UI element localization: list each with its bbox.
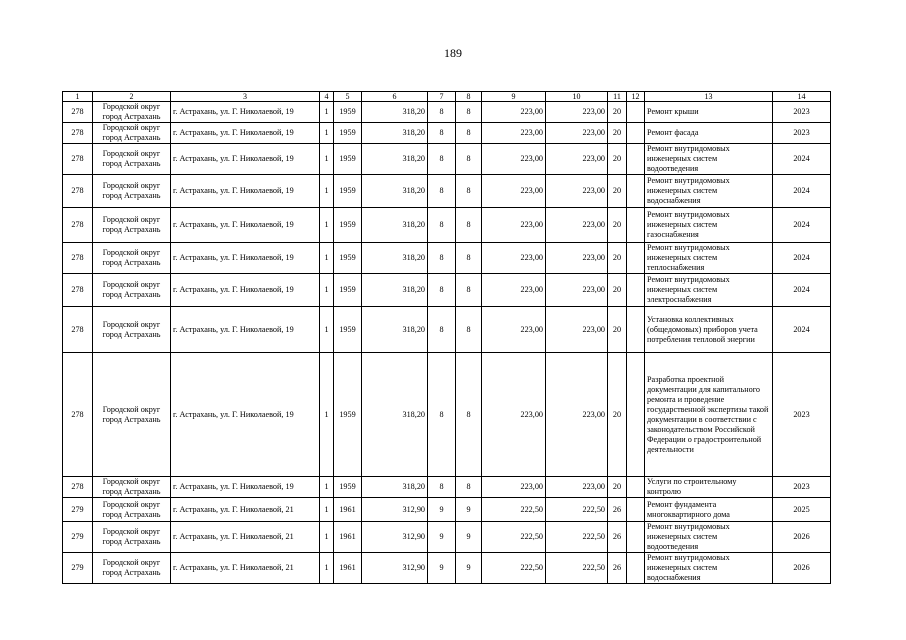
value-col7-cell: 9 bbox=[428, 553, 456, 584]
work-type-cell: Ремонт фундамента многоквартирного дома bbox=[645, 498, 773, 522]
row-number-cell: 278 bbox=[63, 175, 93, 208]
address-cell: г. Астрахань, ул. Г. Николаевой, 19 bbox=[171, 144, 320, 175]
municipality-cell: Городской округ город Астрахань bbox=[93, 208, 171, 243]
row-number-cell: 278 bbox=[63, 102, 93, 123]
build-year-cell: 1959 bbox=[334, 243, 362, 274]
value-col10-cell: 223,00 bbox=[546, 175, 608, 208]
table-row bbox=[63, 522, 831, 553]
address-cell: г. Астрахань, ул. Г. Николаевой, 19 bbox=[171, 274, 320, 307]
row-number-cell: 278 bbox=[63, 274, 93, 307]
column-number: 13 bbox=[645, 92, 773, 102]
planned-year-cell: 2026 bbox=[773, 522, 831, 553]
municipality-cell: Городской округ город Астрахань bbox=[93, 102, 171, 123]
column-number: 1 bbox=[63, 92, 93, 102]
column-number: 14 bbox=[773, 92, 831, 102]
value-col7-cell: 8 bbox=[428, 307, 456, 353]
value-col10-cell: 223,00 bbox=[546, 477, 608, 498]
value-col8-cell: 8 bbox=[456, 175, 482, 208]
value-col12-cell bbox=[627, 123, 645, 144]
value-col9-cell: 223,00 bbox=[482, 353, 546, 477]
municipality-cell: Городской округ город Астрахань bbox=[93, 477, 171, 498]
work-type-cell: Ремонт внутридомовых инженерных систем электроснабжения bbox=[645, 274, 773, 307]
planned-year-cell: 2026 bbox=[773, 553, 831, 584]
value-col8-cell: 8 bbox=[456, 307, 482, 353]
value-col11-cell: 20 bbox=[608, 307, 627, 353]
table-row bbox=[63, 307, 831, 353]
value-col11-cell: 20 bbox=[608, 144, 627, 175]
row-number-cell: 278 bbox=[63, 208, 93, 243]
municipality-cell: Городской округ город Астрахань bbox=[93, 144, 171, 175]
value-col12-cell bbox=[627, 274, 645, 307]
total-area-cell: 318,20 bbox=[362, 175, 428, 208]
value-col11-cell: 20 bbox=[608, 102, 627, 123]
value-col8-cell: 8 bbox=[456, 102, 482, 123]
row-number-cell: 279 bbox=[63, 553, 93, 584]
total-area-cell: 318,20 bbox=[362, 274, 428, 307]
total-area-cell: 312,90 bbox=[362, 498, 428, 522]
build-year-cell: 1959 bbox=[334, 208, 362, 243]
build-year-cell: 1961 bbox=[334, 522, 362, 553]
work-type-cell: Ремонт внутридомовых инженерных систем водоснабжения bbox=[645, 553, 773, 584]
row-number-cell: 278 bbox=[63, 243, 93, 274]
value-col9-cell: 223,00 bbox=[482, 208, 546, 243]
entrances-cell: 1 bbox=[320, 553, 334, 584]
work-type-cell: Ремонт внутридомовых инженерных систем водоснабжения bbox=[645, 175, 773, 208]
address-cell: г. Астрахань, ул. Г. Николаевой, 19 bbox=[171, 477, 320, 498]
value-col11-cell: 20 bbox=[608, 353, 627, 477]
value-col7-cell: 8 bbox=[428, 208, 456, 243]
planned-year-cell: 2023 bbox=[773, 102, 831, 123]
row-number-cell: 278 bbox=[63, 144, 93, 175]
value-col7-cell: 8 bbox=[428, 274, 456, 307]
table-row bbox=[63, 498, 831, 522]
work-type-cell: Ремонт фасада bbox=[645, 123, 773, 144]
value-col7-cell: 9 bbox=[428, 522, 456, 553]
value-col8-cell: 8 bbox=[456, 477, 482, 498]
municipality-cell: Городской округ город Астрахань bbox=[93, 243, 171, 274]
total-area-cell: 318,20 bbox=[362, 307, 428, 353]
entrances-cell: 1 bbox=[320, 522, 334, 553]
column-number-row bbox=[63, 92, 831, 102]
work-type-cell: Ремонт внутридомовых инженерных систем водоотведения bbox=[645, 522, 773, 553]
row-number-cell: 279 bbox=[63, 522, 93, 553]
value-col7-cell: 8 bbox=[428, 123, 456, 144]
row-number-cell: 278 bbox=[63, 477, 93, 498]
build-year-cell: 1959 bbox=[334, 102, 362, 123]
value-col8-cell: 8 bbox=[456, 208, 482, 243]
total-area-cell: 312,90 bbox=[362, 553, 428, 584]
planned-year-cell: 2024 bbox=[773, 144, 831, 175]
value-col10-cell: 223,00 bbox=[546, 123, 608, 144]
value-col11-cell: 20 bbox=[608, 274, 627, 307]
planned-year-cell: 2024 bbox=[773, 274, 831, 307]
value-col9-cell: 223,00 bbox=[482, 307, 546, 353]
planned-year-cell: 2024 bbox=[773, 243, 831, 274]
row-number-cell: 278 bbox=[63, 353, 93, 477]
column-number: 3 bbox=[171, 92, 320, 102]
planned-year-cell: 2025 bbox=[773, 498, 831, 522]
value-col10-cell: 222,50 bbox=[546, 498, 608, 522]
value-col11-cell: 20 bbox=[608, 477, 627, 498]
value-col12-cell bbox=[627, 102, 645, 123]
build-year-cell: 1959 bbox=[334, 274, 362, 307]
page-number: 189 bbox=[444, 46, 462, 60]
column-number: 10 bbox=[546, 92, 608, 102]
value-col9-cell: 223,00 bbox=[482, 102, 546, 123]
value-col11-cell: 20 bbox=[608, 208, 627, 243]
column-number: 11 bbox=[608, 92, 627, 102]
value-col11-cell: 26 bbox=[608, 553, 627, 584]
entrances-cell: 1 bbox=[320, 144, 334, 175]
value-col8-cell: 9 bbox=[456, 498, 482, 522]
planned-year-cell: 2023 bbox=[773, 353, 831, 477]
value-col9-cell: 223,00 bbox=[482, 144, 546, 175]
value-col11-cell: 20 bbox=[608, 243, 627, 274]
value-col8-cell: 8 bbox=[456, 243, 482, 274]
address-cell: г. Астрахань, ул. Г. Николаевой, 19 bbox=[171, 208, 320, 243]
value-col12-cell bbox=[627, 243, 645, 274]
address-cell: г. Астрахань, ул. Г. Николаевой, 21 bbox=[171, 522, 320, 553]
build-year-cell: 1959 bbox=[334, 477, 362, 498]
total-area-cell: 318,20 bbox=[362, 123, 428, 144]
address-cell: г. Астрахань, ул. Г. Николаевой, 19 bbox=[171, 243, 320, 274]
value-col9-cell: 223,00 bbox=[482, 274, 546, 307]
value-col10-cell: 223,00 bbox=[546, 353, 608, 477]
municipality-cell: Городской округ город Астрахань bbox=[93, 522, 171, 553]
column-number: 2 bbox=[93, 92, 171, 102]
value-col10-cell: 223,00 bbox=[546, 307, 608, 353]
row-number-cell: 278 bbox=[63, 123, 93, 144]
value-col10-cell: 223,00 bbox=[546, 243, 608, 274]
work-type-cell: Ремонт внутридомовых инженерных систем газоснабжения bbox=[645, 208, 773, 243]
table-row bbox=[63, 208, 831, 243]
table-row bbox=[63, 553, 831, 584]
total-area-cell: 312,90 bbox=[362, 522, 428, 553]
value-col7-cell: 9 bbox=[428, 498, 456, 522]
column-number: 8 bbox=[456, 92, 482, 102]
work-type-cell: Установка коллективных (общедомовых) приборов учета потребления тепловой энергии bbox=[645, 307, 773, 353]
total-area-cell: 318,20 bbox=[362, 208, 428, 243]
planned-year-cell: 2024 bbox=[773, 208, 831, 243]
row-number-cell: 279 bbox=[63, 498, 93, 522]
value-col12-cell bbox=[627, 553, 645, 584]
value-col7-cell: 8 bbox=[428, 353, 456, 477]
value-col12-cell bbox=[627, 498, 645, 522]
value-col11-cell: 20 bbox=[608, 123, 627, 144]
work-type-cell: Ремонт внутридомовых инженерных систем водоотведения bbox=[645, 144, 773, 175]
value-col12-cell bbox=[627, 208, 645, 243]
value-col8-cell: 8 bbox=[456, 144, 482, 175]
work-type-cell: Разработка проектной документации для капитального ремонта и проведение государственной экспертизы такой документации в соответствии с законодательством Российской Федерации о градостроительной деятельности bbox=[645, 353, 773, 477]
value-col8-cell: 8 bbox=[456, 274, 482, 307]
address-cell: г. Астрахань, ул. Г. Николаевой, 19 bbox=[171, 175, 320, 208]
work-type-cell: Услуги по строительному контролю bbox=[645, 477, 773, 498]
column-number: 12 bbox=[627, 92, 645, 102]
repair-program-table bbox=[62, 91, 831, 584]
address-cell: г. Астрахань, ул. Г. Николаевой, 21 bbox=[171, 553, 320, 584]
value-col9-cell: 223,00 bbox=[482, 123, 546, 144]
table-row bbox=[63, 274, 831, 307]
build-year-cell: 1959 bbox=[334, 353, 362, 477]
value-col11-cell: 26 bbox=[608, 498, 627, 522]
value-col10-cell: 223,00 bbox=[546, 274, 608, 307]
value-col11-cell: 26 bbox=[608, 522, 627, 553]
value-col7-cell: 8 bbox=[428, 175, 456, 208]
table-row bbox=[63, 477, 831, 498]
planned-year-cell: 2024 bbox=[773, 307, 831, 353]
build-year-cell: 1959 bbox=[334, 123, 362, 144]
column-number: 7 bbox=[428, 92, 456, 102]
total-area-cell: 318,20 bbox=[362, 477, 428, 498]
municipality-cell: Городской округ город Астрахань bbox=[93, 123, 171, 144]
entrances-cell: 1 bbox=[320, 123, 334, 144]
build-year-cell: 1959 bbox=[334, 307, 362, 353]
value-col7-cell: 8 bbox=[428, 144, 456, 175]
value-col12-cell bbox=[627, 175, 645, 208]
value-col7-cell: 8 bbox=[428, 477, 456, 498]
value-col8-cell: 8 bbox=[456, 353, 482, 477]
value-col9-cell: 222,50 bbox=[482, 522, 546, 553]
address-cell: г. Астрахань, ул. Г. Николаевой, 19 bbox=[171, 123, 320, 144]
total-area-cell: 318,20 bbox=[362, 353, 428, 477]
entrances-cell: 1 bbox=[320, 243, 334, 274]
planned-year-cell: 2024 bbox=[773, 175, 831, 208]
entrances-cell: 1 bbox=[320, 353, 334, 477]
work-type-cell: Ремонт внутридомовых инженерных систем теплоснабжения bbox=[645, 243, 773, 274]
address-cell: г. Астрахань, ул. Г. Николаевой, 19 bbox=[171, 307, 320, 353]
value-col8-cell: 8 bbox=[456, 123, 482, 144]
row-number-cell: 278 bbox=[63, 307, 93, 353]
value-col9-cell: 223,00 bbox=[482, 243, 546, 274]
column-number: 9 bbox=[482, 92, 546, 102]
entrances-cell: 1 bbox=[320, 477, 334, 498]
total-area-cell: 318,20 bbox=[362, 144, 428, 175]
value-col9-cell: 223,00 bbox=[482, 175, 546, 208]
value-col10-cell: 223,00 bbox=[546, 208, 608, 243]
value-col10-cell: 222,50 bbox=[546, 522, 608, 553]
value-col11-cell: 20 bbox=[608, 175, 627, 208]
table-row bbox=[63, 175, 831, 208]
value-col9-cell: 222,50 bbox=[482, 553, 546, 584]
entrances-cell: 1 bbox=[320, 208, 334, 243]
entrances-cell: 1 bbox=[320, 307, 334, 353]
build-year-cell: 1959 bbox=[334, 144, 362, 175]
value-col12-cell bbox=[627, 307, 645, 353]
value-col10-cell: 223,00 bbox=[546, 102, 608, 123]
table-row bbox=[63, 123, 831, 144]
value-col12-cell bbox=[627, 144, 645, 175]
municipality-cell: Городской округ город Астрахань bbox=[93, 175, 171, 208]
value-col12-cell bbox=[627, 477, 645, 498]
value-col8-cell: 9 bbox=[456, 522, 482, 553]
value-col12-cell bbox=[627, 353, 645, 477]
column-number: 5 bbox=[334, 92, 362, 102]
table-row bbox=[63, 353, 831, 477]
address-cell: г. Астрахань, ул. Г. Николаевой, 21 bbox=[171, 498, 320, 522]
table-row bbox=[63, 144, 831, 175]
total-area-cell: 318,20 bbox=[362, 102, 428, 123]
column-number: 6 bbox=[362, 92, 428, 102]
build-year-cell: 1959 bbox=[334, 175, 362, 208]
value-col7-cell: 8 bbox=[428, 102, 456, 123]
municipality-cell: Городской округ город Астрахань bbox=[93, 353, 171, 477]
entrances-cell: 1 bbox=[320, 274, 334, 307]
municipality-cell: Городской округ город Астрахань bbox=[93, 498, 171, 522]
entrances-cell: 1 bbox=[320, 175, 334, 208]
value-col7-cell: 8 bbox=[428, 243, 456, 274]
municipality-cell: Городской округ город Астрахань bbox=[93, 274, 171, 307]
column-number: 4 bbox=[320, 92, 334, 102]
address-cell: г. Астрахань, ул. Г. Николаевой, 19 bbox=[171, 102, 320, 123]
entrances-cell: 1 bbox=[320, 102, 334, 123]
value-col10-cell: 222,50 bbox=[546, 553, 608, 584]
planned-year-cell: 2023 bbox=[773, 477, 831, 498]
build-year-cell: 1961 bbox=[334, 553, 362, 584]
table-row bbox=[63, 243, 831, 274]
table-row bbox=[63, 102, 831, 123]
address-cell: г. Астрахань, ул. Г. Николаевой, 19 bbox=[171, 353, 320, 477]
municipality-cell: Городской округ город Астрахань bbox=[93, 307, 171, 353]
value-col9-cell: 222,50 bbox=[482, 498, 546, 522]
build-year-cell: 1961 bbox=[334, 498, 362, 522]
municipality-cell: Городской округ город Астрахань bbox=[93, 553, 171, 584]
total-area-cell: 318,20 bbox=[362, 243, 428, 274]
value-col8-cell: 9 bbox=[456, 553, 482, 584]
value-col10-cell: 223,00 bbox=[546, 144, 608, 175]
planned-year-cell: 2023 bbox=[773, 123, 831, 144]
value-col12-cell bbox=[627, 522, 645, 553]
value-col9-cell: 223,00 bbox=[482, 477, 546, 498]
work-type-cell: Ремонт крыши bbox=[645, 102, 773, 123]
entrances-cell: 1 bbox=[320, 498, 334, 522]
